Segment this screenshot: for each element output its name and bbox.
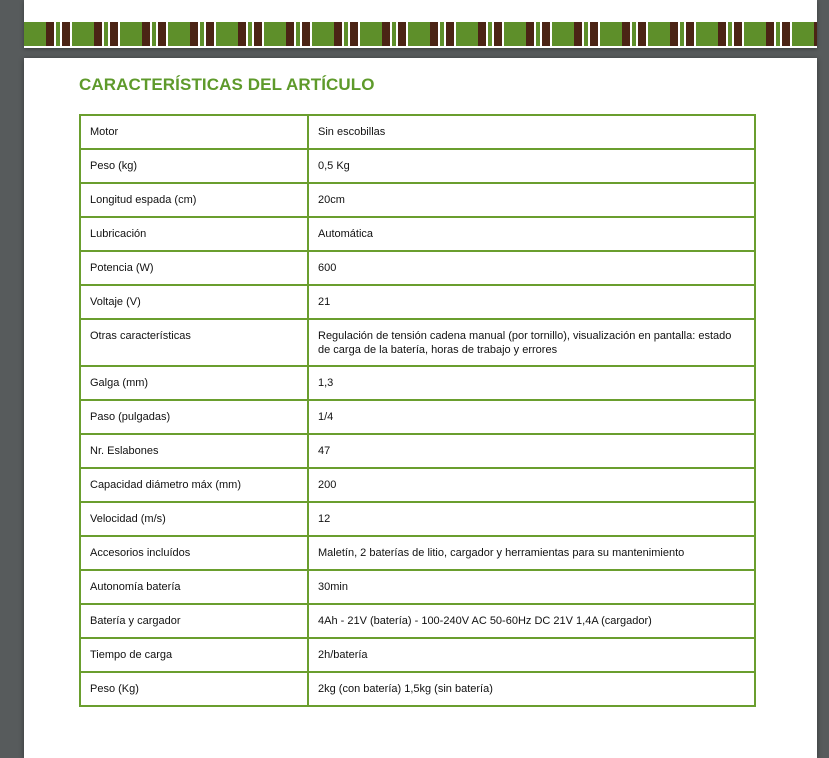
table-row [80,319,755,366]
spec-value: 1/4 [308,400,755,434]
table-row [80,536,755,570]
spec-label: Voltaje (V) [80,285,308,319]
spec-value: 4Ah - 21V (batería) - 100-240V AC 50-60Hz DC 21V 1,4A (cargador) [308,604,755,638]
spec-label: Otras características [80,319,308,366]
spec-label: Tiempo de carga [80,638,308,672]
table-row [80,672,755,706]
decorative-banner-stripe [24,22,817,46]
spec-value: 200 [308,468,755,502]
spec-label: Longitud espada (cm) [80,183,308,217]
spec-label: Lubricación [80,217,308,251]
table-row [80,638,755,672]
table-row [80,217,755,251]
table-row [80,115,755,149]
table-row [80,183,755,217]
spec-label: Batería y cargador [80,604,308,638]
spec-value: 20cm [308,183,755,217]
spec-value: 12 [308,502,755,536]
table-row [80,285,755,319]
spec-value: Regulación de tensión cadena manual (por tornillo), visualización en pantalla: estado de carga de la batería, horas de trabajo y errores [308,319,755,366]
spec-value: Maletín, 2 baterías de litio, cargador y herramientas para su mantenimiento [308,536,755,570]
spec-value: 47 [308,434,755,468]
spec-value: 600 [308,251,755,285]
spec-label: Galga (mm) [80,366,308,400]
spec-value: 2h/batería [308,638,755,672]
spec-value: Automática [308,217,755,251]
table-row [80,502,755,536]
table-row [80,468,755,502]
table-row [80,366,755,400]
spec-label: Nr. Eslabones [80,434,308,468]
spec-label: Potencia (W) [80,251,308,285]
document-page [24,58,817,758]
specifications-table [79,114,756,707]
spec-label: Peso (kg) [80,149,308,183]
spec-value: 2kg (con batería) 1,5kg (sin batería) [308,672,755,706]
section-title: CARACTERÍSTICAS DEL ARTÍCULO [79,75,375,94]
spec-label: Accesorios incluídos [80,536,308,570]
table-row [80,434,755,468]
spec-value: 1,3 [308,366,755,400]
spec-label: Paso (pulgadas) [80,400,308,434]
spec-label: Velocidad (m/s) [80,502,308,536]
spec-value: 30min [308,570,755,604]
spec-value: 0,5 Kg [308,149,755,183]
table-row [80,400,755,434]
spec-label: Autonomía batería [80,570,308,604]
spec-label: Motor [80,115,308,149]
table-row [80,149,755,183]
table-row [80,570,755,604]
spec-label: Peso (Kg) [80,672,308,706]
spec-value: Sin escobillas [308,115,755,149]
spec-label: Capacidad diámetro máx (mm) [80,468,308,502]
table-row [80,604,755,638]
spec-value: 21 [308,285,755,319]
previous-page [24,0,817,48]
table-row [80,251,755,285]
